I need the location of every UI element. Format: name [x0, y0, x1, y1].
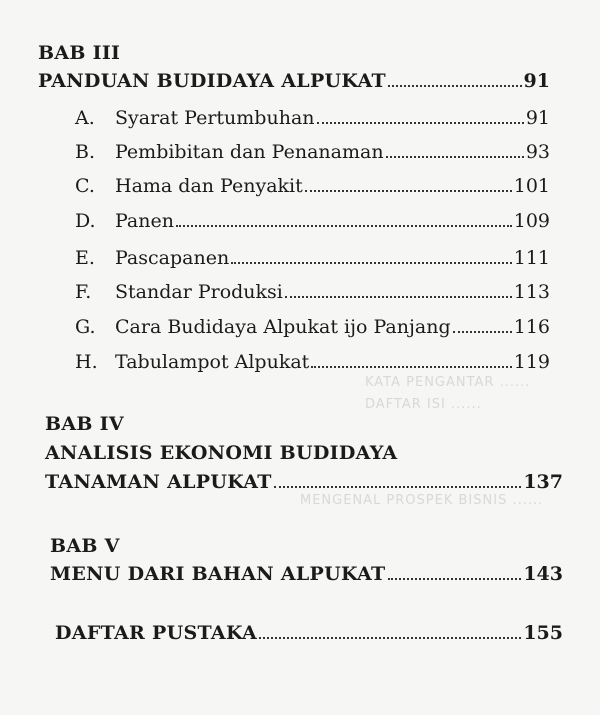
toc-item-d[interactable] [75, 210, 550, 232]
item-letter: E. [75, 247, 95, 269]
item-title: Panen [115, 210, 174, 232]
item-letter: G. [75, 316, 96, 338]
item-title: Hama dan Penyakit [115, 175, 303, 197]
bab5-title: MENU DARI BAHAN ALPUKAT [50, 563, 386, 585]
item-title: Cara Budidaya Alpukat ijo Panjang [115, 316, 451, 338]
dot-leader [311, 366, 511, 368]
item-letter: B. [75, 141, 96, 163]
toc-item-c[interactable] [75, 175, 550, 197]
item-title: Tabulampot Alpukat [115, 351, 310, 373]
page-number: 113 [513, 281, 550, 303]
page-number: 101 [513, 175, 550, 197]
toc-item-g[interactable] [75, 316, 550, 338]
show-through-text: DAFTAR ISI ...... [365, 397, 482, 412]
toc-item-a[interactable] [75, 107, 550, 129]
dot-leader [305, 190, 512, 192]
page-number: 155 [523, 622, 563, 644]
item-letter: F. [75, 281, 92, 303]
toc-item-f[interactable] [75, 281, 550, 303]
daftar-pustaka-title: DAFTAR PUSTAKA [55, 622, 258, 644]
page-number: 116 [513, 316, 550, 338]
page-number: 137 [523, 471, 563, 493]
dot-leader [176, 225, 512, 227]
show-through-text: MENGENAL PROSPEK BISNIS ...... [300, 493, 544, 508]
item-letter: H. [75, 351, 98, 373]
item-title: Pembibitan dan Penanaman [115, 141, 384, 163]
toc-entry-bab5[interactable] [50, 563, 563, 585]
page-number: 143 [523, 563, 563, 585]
page-number: 109 [513, 210, 550, 232]
page-number: 119 [513, 351, 550, 373]
item-letter: C. [75, 175, 95, 197]
dot-leader [231, 262, 512, 264]
bab5-heading: BAB V [50, 535, 120, 557]
page-number: 93 [525, 141, 550, 163]
item-letter: D. [75, 210, 96, 232]
dot-leader [259, 637, 521, 639]
dot-leader [453, 331, 512, 333]
dot-leader [274, 486, 522, 488]
toc-item-e[interactable] [75, 247, 550, 269]
toc-entry-bab4[interactable] [45, 471, 563, 493]
dot-leader [388, 578, 522, 580]
bab4-title-line1: ANALISIS EKONOMI BUDIDAYA [45, 442, 398, 464]
item-title: Standar Produksi [115, 281, 283, 303]
toc-entry-daftar-pustaka[interactable] [55, 622, 563, 644]
page-number: 111 [513, 247, 550, 269]
bab3-title: PANDUAN BUDIDAYA ALPUKAT [38, 70, 386, 92]
page-number: 91 [523, 70, 550, 92]
bab4-title-line2: TANAMAN ALPUKAT [45, 471, 272, 493]
dot-leader [386, 156, 524, 158]
show-through-text: KATA PENGANTAR ...... [365, 375, 531, 390]
page-number: 91 [525, 107, 550, 129]
toc-entry-bab3[interactable] [38, 70, 550, 92]
dot-leader [317, 122, 524, 124]
item-title: Syarat Pertumbuhan [115, 107, 315, 129]
bab4-heading: BAB IV [45, 413, 124, 435]
dot-leader [285, 296, 512, 298]
toc-item-h[interactable] [75, 351, 550, 373]
dot-leader [388, 85, 522, 87]
item-letter: A. [75, 107, 95, 129]
bab3-heading: BAB III [38, 42, 121, 64]
toc-item-b[interactable] [75, 141, 550, 163]
item-title: Pascapanen [115, 247, 230, 269]
